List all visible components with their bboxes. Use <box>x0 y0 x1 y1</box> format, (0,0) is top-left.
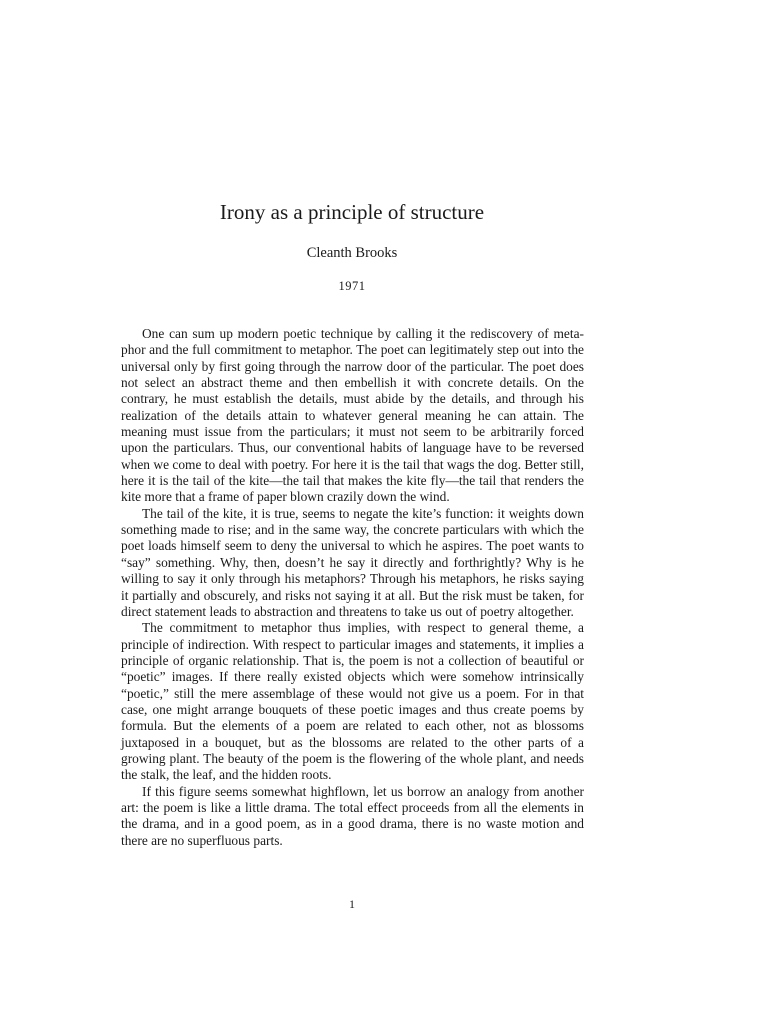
paragraph-3: The commitment to metaphor thus implies, with respect to general theme, a principle of indirection. With respect to particular images and statements, it implies a principle of organic relationship. That is, the poem is not a collection of beautiful or “poetic” images. If there really existed objects which were somehow intrinsically “poetic,” still the mere assemblage of these would not give us a poem. For in that case, one might arrange bouquets of these poetic images and thus create poems by formula. But the elements of a poem are related to each other, not as blossoms juxtaposed in a bouquet, but as the blossoms are related to the other parts of a growing plant. The beauty of the poem is the flowering of the whole plant, and needs the stalk, the leaf, and the hidden roots. <box>121 620 584 783</box>
document-year: 1971 <box>338 279 366 293</box>
document-author: Cleanth Brooks <box>306 245 398 261</box>
paragraph-1: One can sum up modern poetic technique by calling it the rediscovery of metaphor and the full commitment to metaphor. The poet can legitimately step out into the universal only by first going through the narrow door of the particular. The poet does not select an abstract theme and then embellish it with concrete details. On the contrary, he must establish the details, must abide by the details, and through his realization of the details attain to whatever general meaning he can attain. The meaning must issue from the particulars; it must not seem to be arbitrarily forced upon the particulars. Thus, our conventional habits of language have to be reversed when we come to deal with poetry. For here it is the tail that wags the dog. Better still, here it is the tail of the kite—the tail that makes the kite fly—the tail that renders the kite more that a frame of paper blown crazily down the wind. <box>121 326 584 505</box>
document-title: Irony as a principle of structure <box>219 200 485 224</box>
page-number: 1 <box>349 897 355 911</box>
paragraph-4: If this figure seems somewhat highflown, let us borrow an analogy from another art: the poem is like a little drama. The total effect proceeds from all the elements in the drama, and in a good poem, as in a good drama, there is no waste motion and there are no superfluous parts. <box>121 783 584 848</box>
paragraph-2: The tail of the kite, it is true, seems to negate the kite’s function: it weights down something made to rise; and in the same way, the concrete particulars with which the poet loads himself seem to deny the universal to which he aspires. The poet wants to “say” something. Why, then, doesn’t he say it directly and forthrightly? Why is he willing to say it only through his metaphors? Through his metaphors, he risks saying it partially and obscurely, and risks not saying it at all. But the risk must be taken, for direct statement leads to abstraction and threatens to take us out of poetry altogether. <box>121 505 584 619</box>
document-body <box>121 326 584 849</box>
